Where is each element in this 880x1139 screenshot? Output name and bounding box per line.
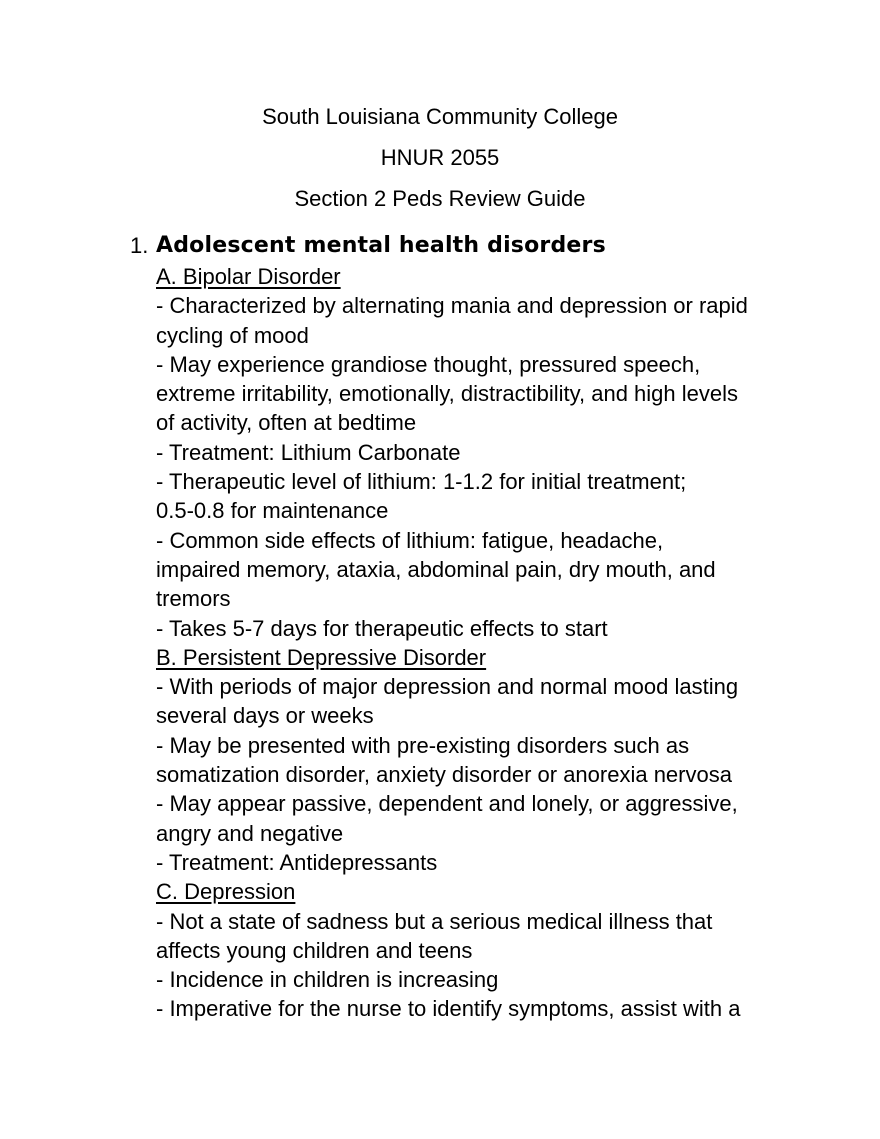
- content-line: - Characterized by alternating mania and depression or rapid: [156, 293, 748, 319]
- item-number: 1.: [130, 233, 149, 258]
- content-line: - Treatment: Antidepressants: [156, 849, 438, 875]
- content-line: - With periods of major depression and normal mood lasting: [156, 674, 739, 700]
- subsection-heading: B. Persistent Depressive Disorder: [156, 644, 487, 670]
- guide-title: Section 2 Peds Review Guide: [294, 186, 586, 211]
- institution-name: South Louisiana Community College: [262, 104, 618, 129]
- content-line: tremors: [156, 586, 231, 612]
- item-heading: Adolescent mental health disorders: [156, 233, 606, 258]
- content-line: - Incidence in children is increasing: [156, 967, 499, 993]
- content-line: - Imperative for the nurse to identify symptoms, assist with a: [156, 996, 741, 1022]
- content-line: several days or weeks: [156, 703, 374, 729]
- content-line: - Therapeutic level of lithium: 1-1.2 for initial treatment;: [156, 469, 687, 495]
- content-line: somatization disorder, anxiety disorder or anorexia nervosa: [156, 762, 732, 788]
- content-line: angry and negative: [156, 820, 344, 846]
- content-line: - Common side effects of lithium: fatigue, headache,: [156, 527, 664, 553]
- content-line: cycling of mood: [156, 322, 309, 348]
- content-line: - May experience grandiose thought, pressured speech,: [156, 351, 701, 377]
- item-content: [156, 262, 796, 1024]
- content-line: 0.5-0.8 for maintenance: [156, 498, 389, 524]
- content-line: of activity, often at bedtime: [156, 410, 417, 436]
- content-line: affects young children and teens: [156, 937, 473, 963]
- content-line: - Treatment: Lithium Carbonate: [156, 439, 461, 465]
- content-line: - May appear passive, dependent and lonely, or aggressive,: [156, 791, 738, 817]
- content-line: - Takes 5-7 days for therapeutic effects to start: [156, 615, 608, 641]
- course-code: HNUR 2055: [380, 145, 500, 170]
- content-line: - May be presented with pre-existing disorders such as: [156, 732, 690, 758]
- subsection-heading: C. Depression: [156, 879, 296, 905]
- content-line: - Not a state of sadness but a serious medical illness that: [156, 908, 713, 934]
- content-line: extreme irritability, emotionally, distractibility, and high levels: [156, 381, 739, 407]
- subsection-heading: A. Bipolar Disorder: [156, 264, 341, 289]
- content-line: impaired memory, ataxia, abdominal pain, dry mouth, and: [156, 556, 716, 582]
